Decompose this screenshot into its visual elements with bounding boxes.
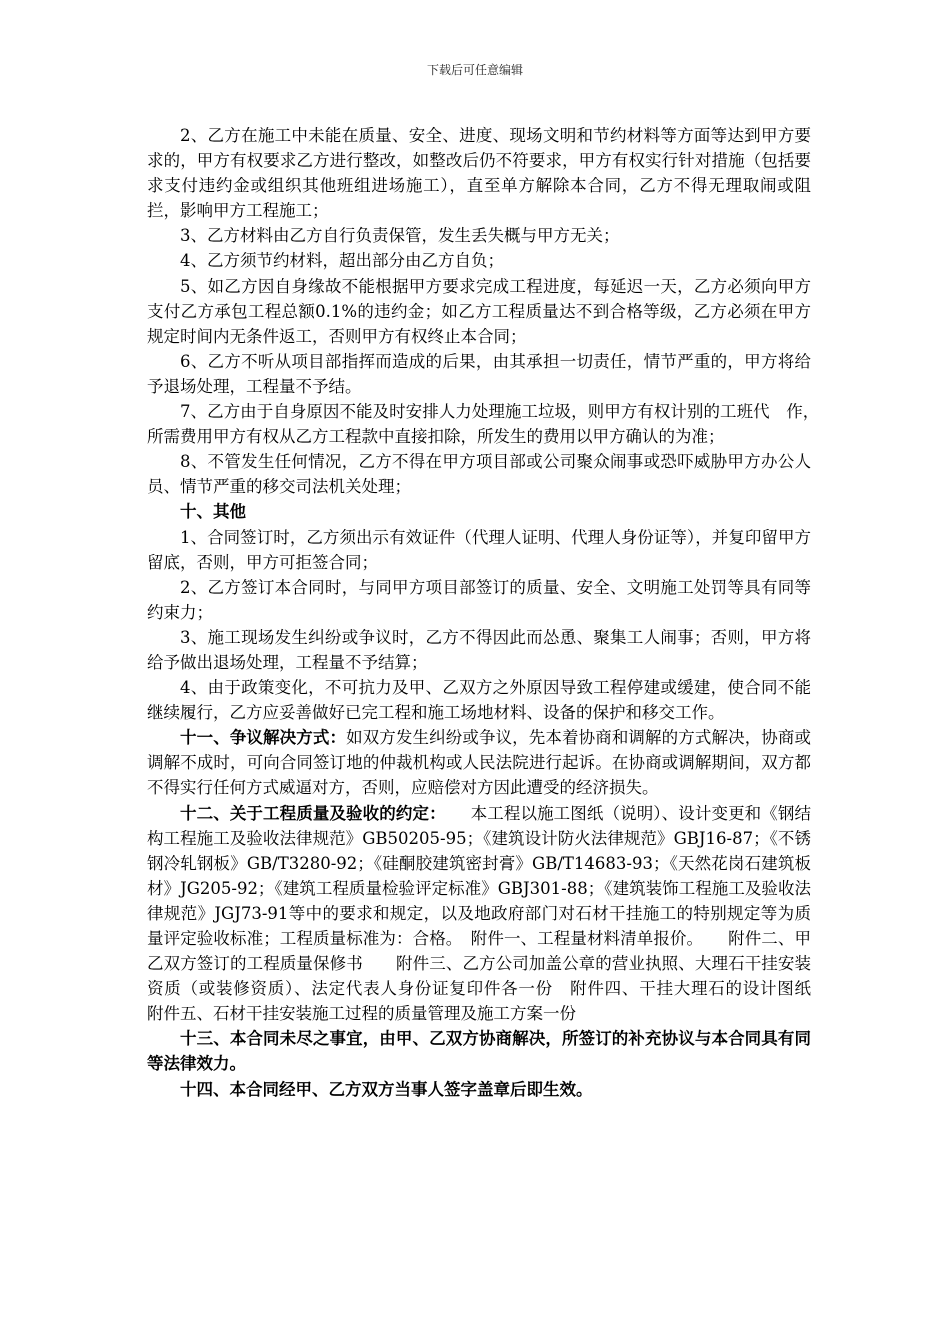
paragraph-9-3: 3、乙方材料由乙方自行负责保管，发生丢失概与甲方无关； — [180, 226, 620, 246]
paragraph-9-6: 6、乙方不听从项目部指挥而造成的后果，由其承担一切责任，情节严重的，甲方将给予退场处理，工程量不予结。 — [147, 351, 811, 396]
paragraph-10-3: 3、施工现场发生纠纷或争议时，乙方不得因此而怂恿、聚集工人闹事；否则，甲方将给予做出退场处理，工程量不予结算； — [147, 627, 811, 672]
paragraph-10-1: 1、合同签订时，乙方须出示有效证件（代理人证明、代理人身份证等），并复印留甲方留底，否则，甲方可拒签合同； — [147, 527, 811, 572]
paragraph-9-4: 4、乙方须节约材料，超出部分由乙方自负； — [180, 251, 504, 271]
section-13: 十三、本合同未尽之事宜，由甲、乙双方协商解决，所签订的补充协议与本合同具有同等法律效力。 — [147, 1029, 811, 1074]
paragraph-9-8: 8、不管发生任何情况，乙方不得在甲方项目部或公司聚众闹事或恐吓威胁甲方办公人员、情节严重的移交司法机关处理； — [147, 452, 811, 497]
section-11-title: 十一、争议解决方式： — [180, 728, 347, 748]
section-12-title: 十二、关于工程质量及验收的约定： — [180, 803, 438, 823]
section-12-quality — [147, 801, 844, 1027]
paragraph-9-2: 2、乙方在施工中未能在质量、安全、进度、现场文明和节约材料等方面等达到甲方要求的，甲方有权要求乙方进行整改，如整改后仍不符要求，甲方有权实行针对措施（包括要求支付违约金或组织其他班组进场施工），直至单方解除本合同，乙方不得无理取闹或阻拦，影响甲方工程施工； — [147, 126, 811, 221]
section-heading-10: 十、其他 — [180, 502, 246, 522]
section-11-dispute — [147, 725, 811, 800]
section-11-text: 如双方发生纠纷或争议，先本着协商和调解的方式解决，协商或调解不成时，可向合同签订地的仲裁机构或人民法院进行起诉。在协商或调解期间，双方都不得实行任何方式威逼对方，否则，应赔偿对方因此遭受的经济损失。 — [147, 728, 812, 798]
document-body — [147, 123, 894, 1102]
section-12-text: 本工程以施工图纸（说明）、设计变更和《钢结构工程施工及验收法律规范》GB50205-95；《建筑设计防火法律规范》GBJ16-87；《不锈钢冷轧钢板》GB/T3280-92；《硅酮胶建筑密封膏》GB/T14683-93；《天然花岗石建筑板材》JG205-92；《建筑工程质量检验评定标准》GBJ301-88；《建筑装饰工程施工及验收法律规范》JGJ73-91等中的要求和规定，以及地政府部门对石材干挂施工的特别规定等为质量评定验收标准；工程质量标准为：合格。 附件一、工程量材料清单报价。 附件二、甲乙双方签订的工程质量保修书 附件三、乙方公司加盖公章的营业执照、大理石干挂安装资质（或装修资质）、法定代表人身份证复印件各一份 附件四、干挂大理石的设计图纸 附件五、石材干挂安装施工过程的质量管理及施工方案一份 — [147, 803, 844, 1024]
paragraph-10-2: 2、乙方签订本合同时，与同甲方项目部签订的质量、安全、文明施工处罚等具有同等约束力； — [147, 577, 811, 622]
paragraph-9-5: 5、如乙方因自身缘故不能根据甲方要求完成工程进度，每延迟一天，乙方必须向甲方支付乙方承包工程总额0.1%的违约金；如乙方工程质量达不到合格等级，乙方必须在甲方规定时间内无条件返工，否则甲方有权终止本合同； — [147, 276, 811, 346]
section-14: 十四、本合同经甲、乙方双方当事人签字盖章后即生效。 — [180, 1079, 593, 1099]
page-header: 下载后可任意编辑 — [426, 63, 523, 77]
paragraph-10-4: 4、由于政策变化，不可抗力及甲、乙双方之外原因导致工程停建或缓建，使合同不能继续履行，乙方应妥善做好已完工程和施工场地材料、设备的保护和移交工作。 — [147, 678, 811, 723]
paragraph-9-7: 7、乙方由于自身原因不能及时安排人力处理施工垃圾，则甲方有权计别的工班代 作， 所需费用甲方有权从乙方工程款中直接扣除，所发生的费用以甲方确认的为准； — [147, 402, 894, 447]
